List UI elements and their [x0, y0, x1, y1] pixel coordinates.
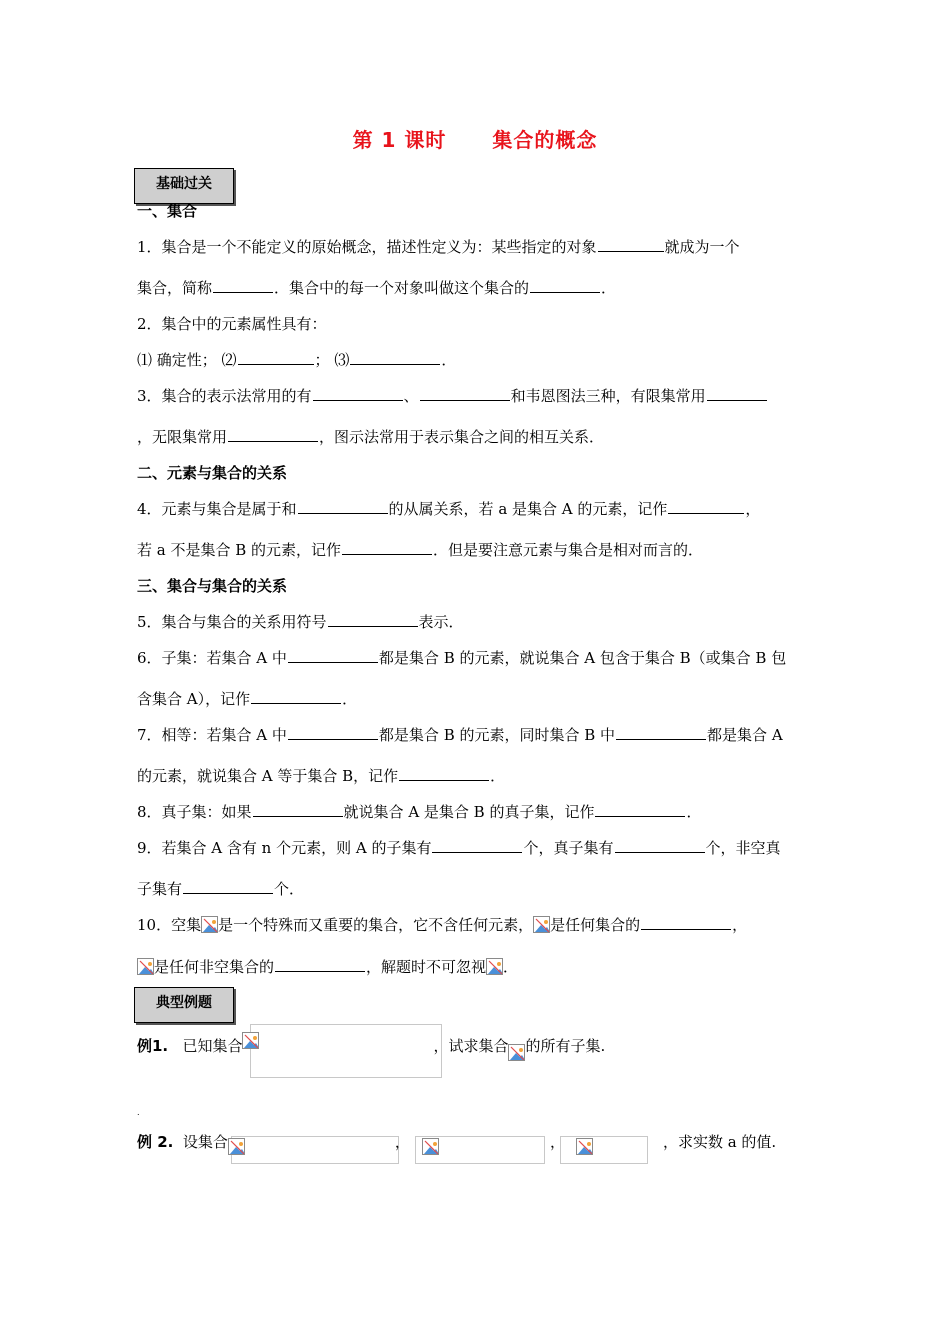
item-7-line-1: 7．相等：若集合 A 中 都是集合 B 的元素，同时集合 B 中 都是集合 A	[137, 726, 783, 744]
blank	[253, 801, 343, 817]
blank	[342, 539, 432, 555]
blank	[238, 349, 314, 365]
page-title	[0, 124, 950, 153]
heading-element-set: 二、元素与集合的关系	[137, 464, 288, 482]
item-1-line-1: 1．集合是一个不能定义的原始概念，描述性定义为：某些指定的对象 就成为一个	[137, 238, 740, 256]
blank	[328, 611, 418, 627]
blank	[432, 837, 522, 853]
item-2-line-1: 2．集合中的元素属性具有：	[137, 315, 327, 333]
broken-image-icon	[228, 1138, 245, 1155]
heading-set-set: 三、集合与集合的关系	[137, 577, 288, 595]
broken-image-icon	[576, 1138, 593, 1155]
blank	[298, 498, 388, 514]
item-8: 8．真子集：如果 就说集合 A 是集合 B 的真子集，记作 ．	[137, 803, 702, 821]
example-2: 例 2. 设集合 ， ， ，求实数 a 的值.	[137, 1131, 776, 1155]
blank	[530, 277, 600, 293]
item-6-line-1: 6．子集：若集合 A 中 都是集合 B 的元素，就说集合 A 包含于集合 B（或集合 B 包	[137, 649, 787, 667]
item-6-line-2: 含集合 A），记作 ．	[137, 690, 358, 708]
item-3-line-1: 3．集合的表示法常用的有 、 和韦恩图法三种，有限集常用	[137, 385, 768, 406]
broken-image-icon	[201, 916, 218, 933]
title-lesson: 第 1 课时	[352, 128, 447, 152]
item-10-line-1: 10．空集 是一个特殊而又重要的集合，它不含任何元素， 是任何集合的 ，	[137, 916, 748, 934]
item-2-line-2: ⑴ 确定性； ⑵ ； ⑶ ．	[137, 351, 457, 369]
example-1: 例1. 已知集合 ，试求集合 的所有子集.	[137, 1032, 605, 1061]
item-7-line-2: 的元素，就说集合 A 等于集合 B，记作 ．	[137, 767, 506, 785]
blank	[641, 914, 731, 930]
broken-image-icon	[242, 1032, 259, 1049]
broken-image-icon	[422, 1138, 439, 1155]
blank	[251, 688, 341, 704]
blank	[213, 277, 273, 293]
blank	[313, 385, 403, 401]
blank	[350, 349, 440, 365]
item-4-line-2: 若 a 不是集合 B 的元素，记作 ．但是要注意元素与集合是相对而言的．	[137, 541, 704, 559]
blank	[288, 724, 378, 740]
section-box-examples: 典型例题	[134, 987, 234, 1023]
item-9-line-1: 9．若集合 A 含有 n 个元素，则 A 的子集有 个，真子集有 个，非空真	[137, 839, 781, 857]
blank	[707, 385, 767, 401]
blank	[595, 801, 685, 817]
title-topic: 集合的概念	[492, 128, 598, 152]
item-4-line-1: 4．元素与集合是属于和 的从属关系，若 a 是集合 A 的元素，记作 ，	[137, 500, 761, 518]
blank	[228, 426, 318, 442]
blank	[668, 498, 744, 514]
item-9-line-2: 子集有 个．	[137, 880, 305, 898]
blank	[420, 385, 510, 401]
broken-image-icon	[508, 1044, 525, 1061]
broken-image-icon	[137, 958, 154, 975]
item-3-line-2: ，无限集常用 ，图示法常用于表示集合之间的相互关系．	[137, 428, 605, 446]
item-10-line-2: 是任何非空集合的 ，解题时不可忽视 ．	[137, 956, 518, 977]
broken-image-icon	[486, 958, 503, 975]
heading-set: 一、集合	[137, 202, 198, 220]
broken-image-icon	[533, 916, 550, 933]
blank	[616, 724, 706, 740]
blank	[288, 647, 378, 663]
blank	[598, 236, 664, 252]
blank	[275, 956, 365, 972]
blank	[399, 765, 489, 781]
stray-dot: .	[137, 1108, 140, 1117]
item-1-line-2: 集合，简称 ．集合中的每一个对象叫做这个集合的 ．	[137, 279, 617, 297]
blank	[183, 878, 273, 894]
item-5: 5．集合与集合的关系用符号 表示．	[137, 613, 464, 631]
blank	[615, 837, 705, 853]
section-box-basic: 基础过关	[134, 168, 234, 204]
